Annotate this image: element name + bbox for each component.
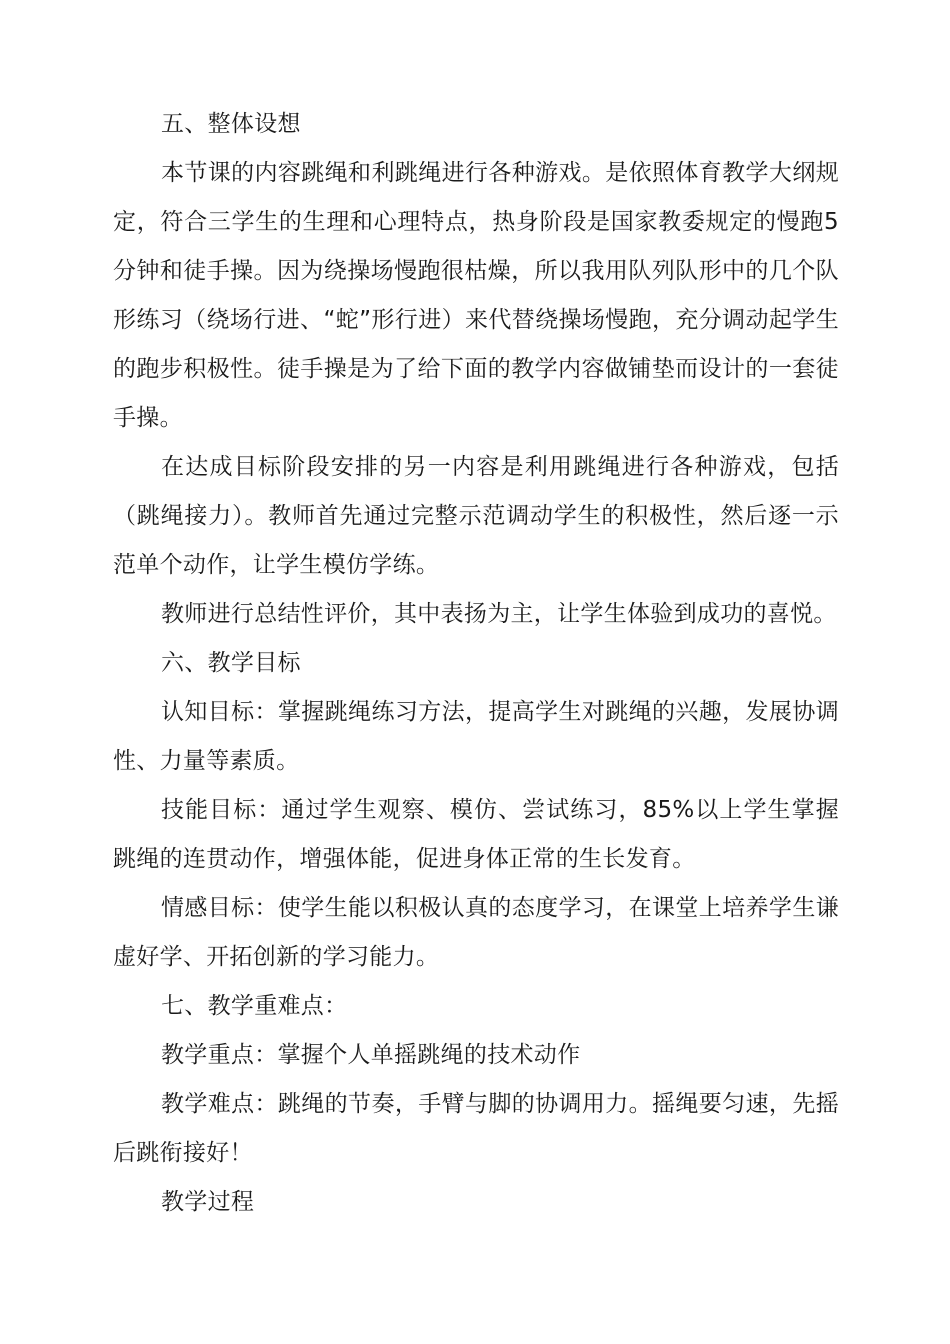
paragraph-skill-goal: 技能目标：通过学生观察、模仿、尝试练习，85%以上学生掌握跳绳的连贯动作，增强体能，促进身体正常的生长发育。 [113,797,839,872]
paragraph-evaluation: 教师进行总结性评价，其中表扬为主，让学生体验到成功的喜悦。 [161,601,837,627]
section-heading-overall-plan: 五、整体设想 [161,111,301,137]
paragraph-difficult-point: 教学难点：跳绳的节奏，手臂与脚的协调用力。摇绳要匀速，先摇后跳衔接好！ [113,1091,839,1166]
paragraph-goal-stage: 在达成目标阶段安排的另一内容是利用跳绳进行各种游戏，包括（跳绳接力）。教师首先通过完整示范调动学生的积极性，然后逐一示范单个动作，让学生模仿学练。 [113,454,839,578]
paragraph-key-point: 教学重点：掌握个人单摇跳绳的技术动作 [161,1042,581,1068]
section-heading-key-points: 七、教学重难点： [161,993,348,1019]
paragraph-emotional-goal: 情感目标：使学生能以积极认真的态度学习，在课堂上培养学生谦虚好学、开拓创新的学习能力。 [113,895,839,970]
section-heading-teaching-goals: 六、教学目标 [161,650,301,676]
document-body [113,100,839,1227]
paragraph-lesson-content: 本节课的内容跳绳和利跳绳进行各种游戏。是依照体育教学大纲规定，符合三学生的生理和心理特点，热身阶段是国家教委规定的慢跑5分钟和徒手操。因为绕操场慢跑很枯燥，所以我用队列队形中的几个队形练习（绕场行进、“蛇”形行进）来代替绕操场慢跑，充分调动起学生的跑步积极性。徒手操是为了给下面的教学内容做铺垫而设计的一套徒手操。 [113,160,839,431]
paragraph-cognitive-goal: 认知目标：掌握跳绳练习方法，提高学生对跳绳的兴趣，发展协调性、力量等素质。 [113,699,839,774]
section-heading-teaching-process: 教学过程 [161,1189,255,1215]
